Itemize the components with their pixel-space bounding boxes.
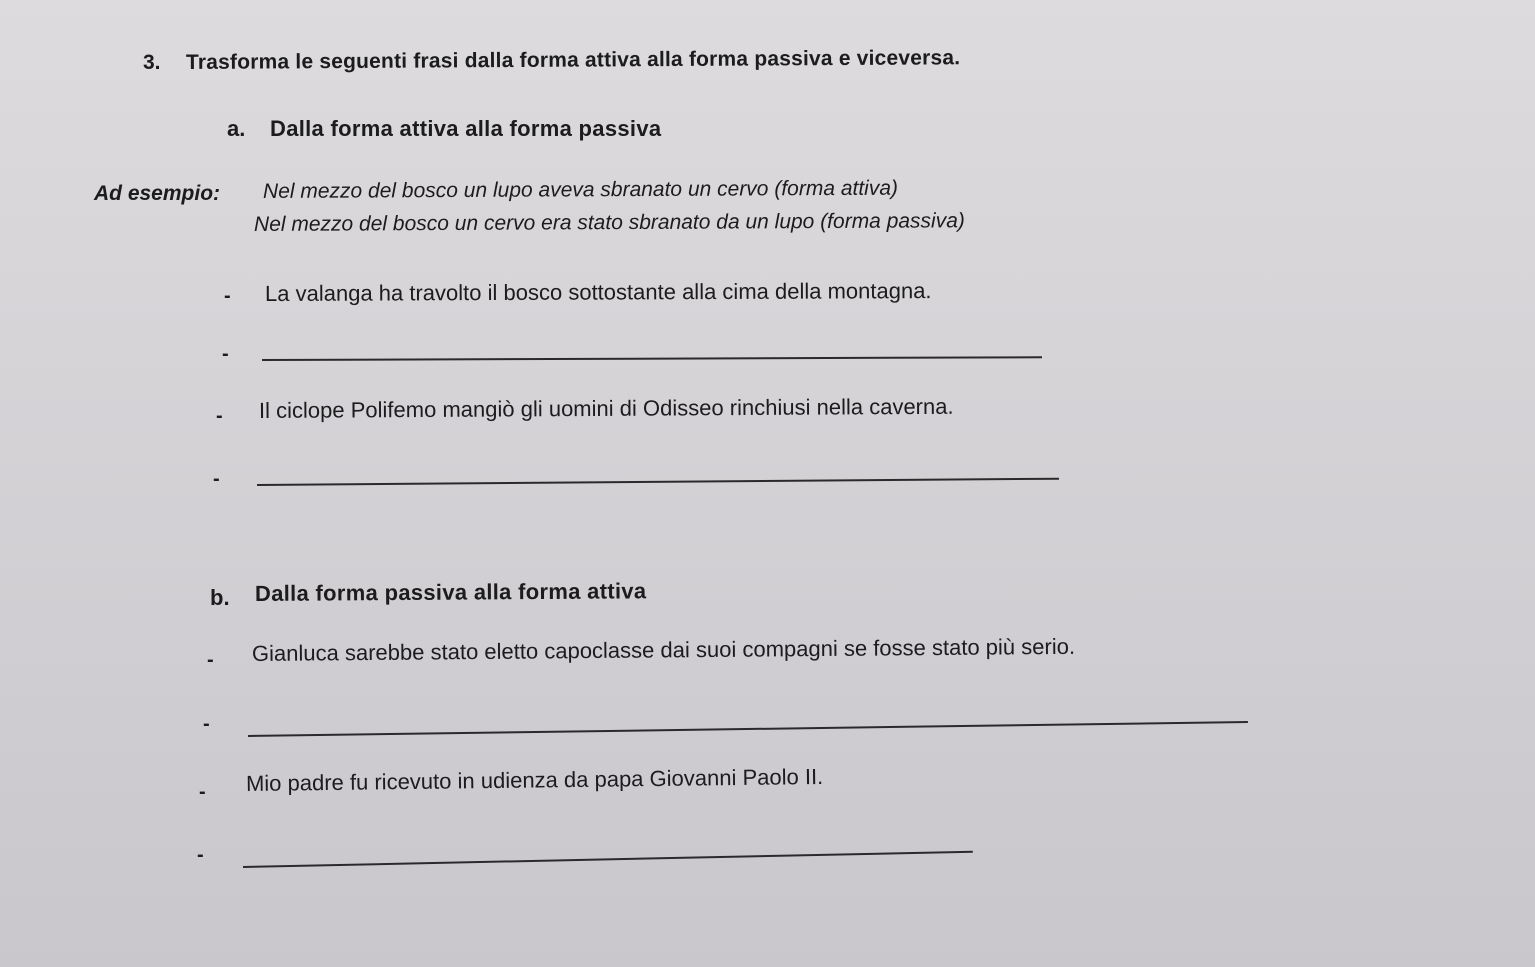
example-passive-sentence: Nel mezzo del bosco un cervo era stato sbranato da un lupo (forma passiva) [253, 209, 965, 236]
answer-bullet: - [213, 468, 220, 490]
example-active-sentence: Nel mezzo del bosco un lupo aveva sbranato un cervo (forma attiva) [262, 176, 899, 203]
answer-line-b2[interactable] [243, 851, 973, 868]
list-bullet: - [207, 649, 214, 671]
sentence-a1: La valanga ha travolto il bosco sottostante alla cima della montagna. [264, 278, 932, 306]
exercise-number: 3. [143, 51, 161, 74]
answer-bullet: - [222, 343, 229, 365]
sentence-b2: Mio padre fu ricevuto in udienza da papa Giovanni Paolo II. [245, 763, 824, 796]
list-bullet: - [224, 285, 231, 307]
answer-line-a1[interactable] [262, 356, 1042, 361]
list-bullet: - [216, 405, 223, 427]
answer-bullet: - [197, 844, 204, 866]
list-bullet: - [199, 781, 206, 803]
example-label: Ad esempio: [94, 182, 221, 205]
sentence-a2: Il ciclope Polifemo mangiò gli uomini di Odisseo rinchiusi nella caverna. [258, 393, 954, 423]
answer-line-b1[interactable] [248, 721, 1248, 737]
section-a-letter: a. [227, 116, 246, 141]
section-a-title: Dalla forma attiva alla forma passiva [270, 116, 662, 141]
answer-line-a2[interactable] [257, 478, 1059, 486]
section-b-letter: b. [210, 585, 230, 610]
section-b-title: Dalla forma passiva alla forma attiva [254, 578, 647, 606]
exercise-instruction: Trasforma le seguenti frasi dalla forma attiva alla forma passiva e viceversa. [185, 46, 961, 74]
sentence-b1: Gianluca sarebbe stato eletto capoclasse dai suoi compagni se fosse stato più serio. [251, 633, 1076, 666]
answer-bullet: - [203, 713, 210, 735]
